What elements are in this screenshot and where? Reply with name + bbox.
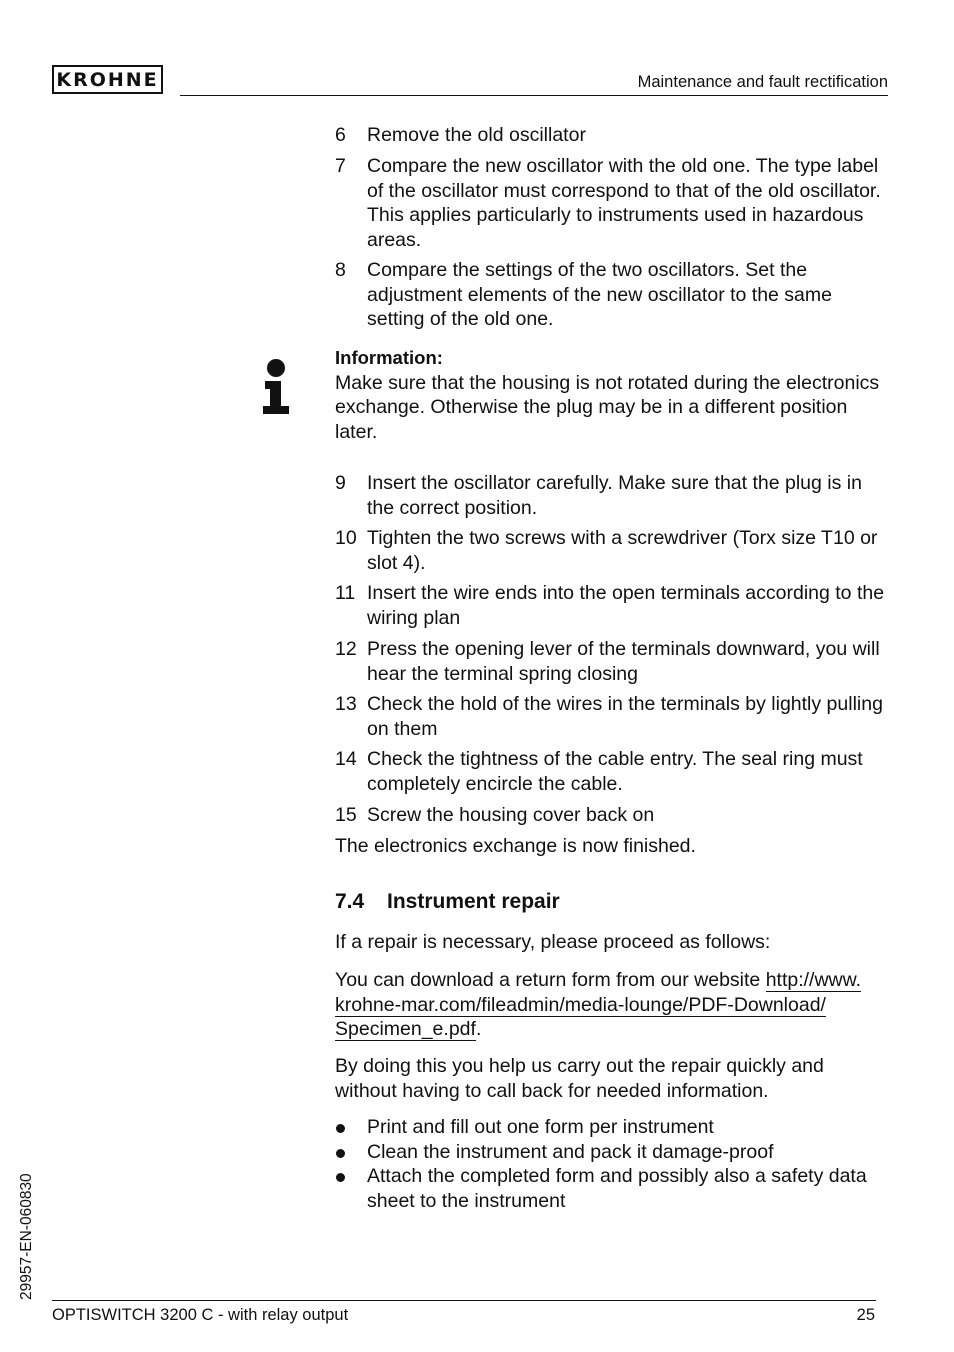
step-text: Insert the oscillator carefully. Make sure that the plug is in the correct position. <box>367 472 862 519</box>
step-text: Compare the new oscillator with the old one. The type label of the oscillator must correspond to that of the old oscillator. This applies particularly to instruments used in hazardous areas. <box>367 155 881 251</box>
list-item <box>335 803 889 828</box>
step-text: Press the opening lever of the terminals downward, you will hear the terminal spring closing <box>367 638 880 685</box>
list-item <box>335 1115 889 1140</box>
step-number: 13 <box>335 693 357 715</box>
download-prefix: You can download a return form from our website <box>335 969 766 991</box>
download-link-part-2[interactable]: krohne-mar.com/fileadmin/media-lounge/PDF-Download/ <box>335 993 826 1016</box>
info-icon <box>262 358 290 414</box>
info-text: Make sure that the housing is not rotated during the electronics exchange. Otherwise the plug may be in a different position later. <box>335 371 880 443</box>
step-text: Check the tightness of the cable entry. The seal ring must completely encircle the cable. <box>367 748 863 795</box>
header-section-title: Maintenance and fault rectification <box>637 73 888 91</box>
bullet-text: Clean the instrument and pack it damage-proof <box>367 1141 774 1163</box>
download-link-part-1[interactable]: http://www. <box>765 969 862 991</box>
list-item <box>335 1140 889 1165</box>
step-text: Screw the housing cover back on <box>367 804 655 826</box>
footer-product: OPTISWITCH 3200 C - with relay output <box>52 1306 349 1324</box>
download-link-part-3[interactable]: Specimen_e.pdf <box>335 1018 476 1041</box>
bullet-text: Attach the completed form and possibly also a safety data sheet to the instrument <box>367 1165 867 1212</box>
page-number: 25 <box>856 1306 875 1324</box>
step-number: 9 <box>335 472 346 494</box>
step-text: Compare the settings of the two oscillators. Set the adjustment elements of the new oscillator to the same setting of the old one. <box>367 259 832 331</box>
step-text: Tighten the two screws with a screwdriver (Torx size T10 or slot 4). <box>367 527 878 574</box>
step-number: 8 <box>335 259 346 281</box>
download-paragraph <box>335 968 889 1042</box>
header-rule <box>180 95 888 96</box>
section-number: 7.4 <box>335 890 365 913</box>
step-number: 12 <box>335 638 357 660</box>
download-suffix: . <box>475 1018 482 1041</box>
step-number: 6 <box>335 124 346 146</box>
list-item <box>335 526 889 575</box>
list-item <box>335 154 889 252</box>
list-item <box>335 581 889 630</box>
bullet-dot-icon <box>336 1124 345 1133</box>
step-text: Remove the old oscillator <box>367 124 586 146</box>
list-item <box>335 1164 889 1213</box>
footer-rule <box>52 1300 876 1301</box>
info-block <box>335 346 889 444</box>
bullet-text: Print and fill out one form per instrument <box>367 1116 714 1138</box>
info-title: Information: <box>335 347 443 368</box>
list-item <box>335 471 889 520</box>
step-number: 15 <box>335 804 357 826</box>
step-number: 7 <box>335 155 346 177</box>
help-text: By doing this you help us carry out the repair quickly and without having to call back for needed information. <box>335 1055 824 1102</box>
step-number: 11 <box>335 582 356 604</box>
section-heading <box>335 890 560 914</box>
list-item <box>335 747 889 796</box>
step-number: 10 <box>335 527 357 549</box>
section-title: Instrument repair <box>387 890 560 913</box>
finished-text: The electronics exchange is now finished. <box>335 835 696 857</box>
krohne-logo: KROHNE <box>52 65 163 94</box>
bullet-dot-icon <box>336 1149 345 1158</box>
list-item <box>335 637 889 686</box>
bullet-dot-icon <box>336 1173 345 1182</box>
list-item <box>335 123 889 148</box>
list-item <box>335 258 889 332</box>
list-item <box>335 692 889 741</box>
step-text: Insert the wire ends into the open terminals according to the wiring plan <box>367 582 885 629</box>
step-number: 14 <box>335 748 357 770</box>
section-intro: If a repair is necessary, please proceed as follows: <box>335 931 771 953</box>
step-text: Check the hold of the wires in the terminals by lightly pulling on them <box>367 693 883 740</box>
document-code: 29957-EN-060830 <box>18 1173 35 1300</box>
